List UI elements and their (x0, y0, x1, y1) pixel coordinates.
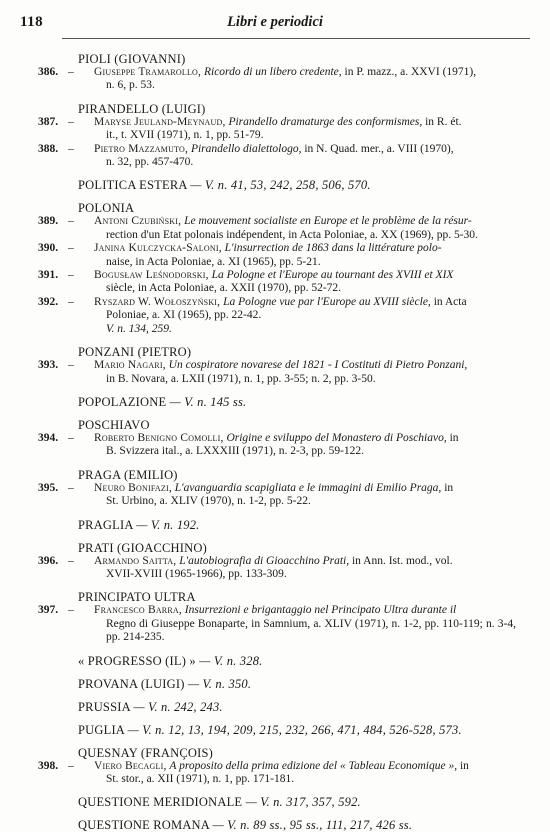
subject-name: PONZANI (PIETRO) (78, 345, 192, 360)
entry-continuation: naise, in Acta Poloniae, a. XI (1965), pp. 5-21. (106, 255, 321, 268)
subject-block (38, 737, 516, 787)
entry-number: 388. (38, 142, 59, 155)
entry-first-line (94, 432, 459, 444)
entry-dash: – (68, 604, 74, 617)
entry-first-line (94, 215, 472, 227)
entry-title: La Pologne vue par l'Europe au XVIII siècle, (223, 295, 431, 308)
subject-heading (78, 52, 516, 66)
entry-continuation: Regno di Giuseppe Bonaparte, in Samnium, a. XLIV (1971), n. 1-2, pp. 110-119; n. 3-4, pp. 214-235. (106, 617, 516, 644)
entry-first-line (94, 359, 467, 371)
subject-heading (78, 590, 516, 604)
entry-number: 387. (38, 115, 59, 128)
entry-dash: – (68, 431, 74, 444)
subject-name: PRAGLIA (78, 517, 133, 532)
entry-source: in Ann. Ist. mod., vol. (351, 554, 453, 567)
bibliography-entry (38, 359, 516, 386)
subject-heading (78, 746, 516, 760)
subject-heading (78, 418, 516, 432)
page-header (20, 16, 530, 38)
entry-author: Janina Kulczycka-Saloni, (94, 242, 222, 255)
entry-continuation: n. 32, pp. 457-470. (106, 156, 194, 169)
subject-heading (78, 201, 516, 215)
entry-continuation: siècle, in Acta Poloniae, a. XXII (1970), pp. 52-72. (106, 282, 342, 295)
entry-first-line (94, 296, 467, 308)
subject-block (38, 581, 516, 644)
subject-block (38, 645, 516, 668)
subject-heading (78, 654, 516, 668)
subject-block (38, 93, 516, 170)
subject-cross-reference: — V. n. 41, 53, 242, 258, 506, 570. (190, 178, 371, 193)
entry-title: L'insurrection de 1863 dans la littérature polo- (224, 242, 442, 255)
entry-number: 386. (38, 66, 59, 78)
subject-heading (78, 178, 516, 192)
entry-author: Antoni Czubiński, (94, 215, 182, 228)
entry-author: Roberto Benigno Comolli, (94, 431, 224, 444)
subject-name: QUESNAY (FRANÇOIS) (78, 745, 213, 760)
subject-name: POLONIA (78, 201, 135, 216)
entry-dash: – (68, 215, 74, 228)
block-gap (38, 192, 516, 201)
entry-first-line (94, 242, 442, 254)
entry-author: Neuro Bonifazi, (94, 481, 172, 494)
entry-author: Pietro Mazzamuto, (94, 142, 189, 155)
subject-cross-reference: — V. n. 328. (199, 653, 263, 668)
entry-continuation: it., t. XVII (1971), n. 1, pp. 51-79. (106, 129, 264, 142)
entry-continuation: rection d'un Etat polonais indépendent, in Acta Poloniae, a. XX (1969), pp. 5-30. (106, 228, 478, 241)
block-gap (38, 691, 516, 700)
block-gap (38, 668, 516, 677)
entry-title: Un cospiratore novarese del 1821 - I Costituti di Pietro Ponzani, (168, 359, 468, 372)
entry-source: in P. mazz., a. XXVI (1971), (344, 66, 477, 78)
subject-block (38, 169, 516, 192)
subject-heading (78, 468, 516, 482)
subject-block (38, 409, 516, 459)
entry-first-line (94, 269, 453, 281)
block-gap (38, 581, 516, 590)
entry-continuation: n. 6, p. 53. (106, 79, 155, 92)
subject-name: PIOLI (GIOVANNI) (78, 52, 186, 66)
entry-number: 393. (38, 359, 59, 372)
subject-block (38, 714, 516, 737)
entry-continuation: Poloniae, a. XI (1965), pp. 22-42. (106, 309, 262, 322)
entry-title: L'autobiografia di Gioacchino Prati, (179, 554, 350, 567)
entry-source: in (449, 431, 459, 444)
subject-block (38, 691, 516, 714)
bibliography-entry (38, 269, 516, 296)
entry-number: 397. (38, 604, 59, 617)
block-gap (38, 169, 516, 178)
subject-name: PUGLIA (78, 722, 125, 737)
subject-heading (78, 518, 516, 532)
entry-number: 394. (38, 431, 59, 444)
subject-block (38, 336, 516, 386)
subject-name: QUESTIONE ROMANA (78, 818, 210, 832)
entry-author: Viero Becagli, (94, 759, 167, 772)
subject-block (38, 386, 516, 409)
entry-first-line (94, 604, 456, 616)
block-gap (38, 509, 516, 518)
entry-author: Maryse Jeuland-Meynaud, (94, 115, 226, 128)
entry-first-line (94, 760, 469, 772)
entry-number: 390. (38, 242, 59, 255)
subject-heading (78, 700, 516, 714)
block-gap (38, 336, 516, 345)
subject-name: QUESTIONE MERIDIONALE (78, 795, 243, 810)
entry-number: 395. (38, 481, 59, 494)
block-gap (38, 532, 516, 541)
entry-title: Pirandello dramaturge des conformismes, (228, 115, 423, 128)
subject-cross-reference: — V. n. 12, 13, 194, 209, 215, 232, 266, 471, 484, 526-528, 573. (127, 722, 462, 737)
entry-number: 398. (38, 759, 59, 772)
entry-number: 389. (38, 215, 59, 228)
block-gap (38, 409, 516, 418)
subject-heading (78, 795, 516, 809)
bibliography-entry (38, 143, 516, 170)
subject-name: POPOLAZIONE (78, 394, 167, 409)
entry-continuation: St. stor., a. XII (1971), n. 1, pp. 171-181. (106, 772, 295, 785)
subject-name: PRAGA (EMILIO) (78, 467, 178, 482)
entry-first-line (94, 66, 476, 78)
entry-title: Pirandello dialettologo, (190, 142, 302, 155)
bibliography-entry (38, 116, 516, 143)
subject-name: « PROGRESSO (IL) » (78, 653, 196, 668)
entry-source: in Acta (433, 295, 467, 308)
bibliography-entry (38, 432, 516, 459)
subject-block (38, 509, 516, 532)
bibliography-entry (38, 482, 516, 509)
subject-cross-reference: — V. n. 192. (136, 517, 200, 532)
subject-heading (78, 395, 516, 409)
entry-dash: – (68, 66, 74, 78)
page-number: 118 (20, 14, 44, 30)
entry-title: A proposito della prima edizione del « Tableau Economique », (169, 759, 458, 772)
subject-heading (78, 818, 516, 832)
subject-block (38, 668, 516, 691)
entry-author: Giuseppe Tramarollo, (94, 66, 202, 78)
subject-name: PRATI (GIOACCHINO) (78, 540, 207, 555)
entry-title: Ricordo di un libero credente, (203, 66, 342, 78)
entry-dash: – (68, 295, 74, 308)
block-gap (38, 786, 516, 795)
bibliography-entry (38, 215, 516, 242)
bibliography-entry (38, 555, 516, 582)
entry-title: Le mouvement socialiste en Europe et le problème de la résur- (184, 215, 472, 228)
subject-heading (78, 541, 516, 555)
block-gap (38, 93, 516, 102)
entry-number: 392. (38, 295, 59, 308)
subject-block (38, 52, 516, 93)
subject-block (38, 532, 516, 582)
subject-name: PIRANDELLO (LUIGI) (78, 101, 206, 116)
entry-continuation: B. Svizzera ital., a. LXXXIII (1971), n. 2-3, pp. 59-122. (106, 445, 365, 458)
block-gap (38, 809, 516, 818)
entry-first-line (94, 555, 453, 567)
entry-author: Ryszard W. Wołoszyński, (94, 295, 221, 308)
subject-heading (78, 677, 516, 691)
block-gap (38, 714, 516, 723)
subject-heading (78, 723, 516, 737)
entry-continuation: in B. Novara, a. LXII (1971), n. 1, pp. 3-55; n. 2, pp. 3-50. (106, 372, 376, 385)
block-gap (38, 645, 516, 654)
subject-cross-reference: — V. n. 350. (187, 676, 252, 691)
entry-title: Origine e sviluppo del Monastero di Poschiavo, (226, 431, 447, 444)
bibliography-entry (38, 242, 516, 269)
subject-heading (78, 102, 516, 116)
entry-dash: – (68, 759, 74, 772)
entry-dash: – (68, 242, 74, 255)
entry-author: Mario Nagari, (94, 359, 166, 372)
subject-name: PRUSSIA (78, 699, 131, 714)
entry-dash: – (68, 481, 74, 494)
entry-source: in N. Quad. mer., a. VIII (1970), (304, 142, 454, 155)
block-gap (38, 386, 516, 395)
block-gap (38, 459, 516, 468)
running-title: Libri e periodici (227, 14, 323, 30)
subject-name: POLITICA ESTERA (78, 178, 187, 193)
subject-name: PROVANA (LUIGI) (78, 676, 185, 691)
entry-first-line (94, 143, 454, 155)
subject-name: POSCHIAVO (78, 417, 150, 432)
subject-cross-reference: — V. n. 242, 243. (133, 699, 223, 714)
block-gap (38, 737, 516, 746)
entry-dash: – (68, 142, 74, 155)
entry-cross-reference: V. n. 134, 259. (106, 322, 172, 335)
entry-title: L'avanguardia scapigliata e le immagini di Emilio Praga, (174, 481, 442, 494)
entry-source: in (444, 481, 454, 494)
subject-block (38, 786, 516, 809)
subject-name: PRINCIPATO ULTRA (78, 590, 196, 605)
entry-continuation: St. Urbino, a. XLIV (1970), n. 1-2, pp. 5-22. (106, 495, 311, 508)
subject-cross-reference: — V. n. 89 ss., 95 ss., 111, 217, 426 ss. (212, 818, 413, 832)
entry-number: 391. (38, 269, 59, 282)
bibliography-entry (38, 604, 516, 644)
entry-dash: – (68, 115, 74, 128)
entry-first-line (94, 482, 453, 494)
entry-title: Insurrezioni e brigantaggio nel Principato Ultra durante il (184, 604, 457, 617)
entry-number: 396. (38, 554, 59, 567)
subject-cross-reference: — V. n. 317, 357, 592. (245, 795, 361, 810)
subject-cross-reference: — V. n. 145 ss. (169, 394, 247, 409)
header-rule (62, 38, 530, 39)
entry-dash: – (68, 269, 74, 282)
entry-source: in R. ét. (425, 115, 462, 128)
bibliography-list (38, 52, 516, 832)
entry-author: Bogusław Leśnodorski, (94, 269, 209, 282)
subject-block (38, 459, 516, 509)
entry-author: Francesco Barra, (94, 604, 182, 617)
subject-heading (78, 345, 516, 359)
bibliography-entry (38, 760, 516, 787)
entry-continuation: XVII-XVIII (1965-1966), pp. 133-309. (106, 567, 287, 580)
entry-first-line (94, 116, 462, 128)
entry-dash: – (68, 554, 74, 567)
bibliography-entry (38, 66, 516, 93)
entry-dash: – (68, 359, 74, 372)
entry-author: Armando Saitta, (94, 554, 177, 567)
subject-block (38, 809, 516, 832)
entry-title: La Pologne et l'Europe au tournant des XVIII et XIX (211, 269, 454, 282)
bibliography-entry (38, 296, 516, 336)
subject-block (38, 192, 516, 336)
entry-source: in (459, 759, 469, 772)
